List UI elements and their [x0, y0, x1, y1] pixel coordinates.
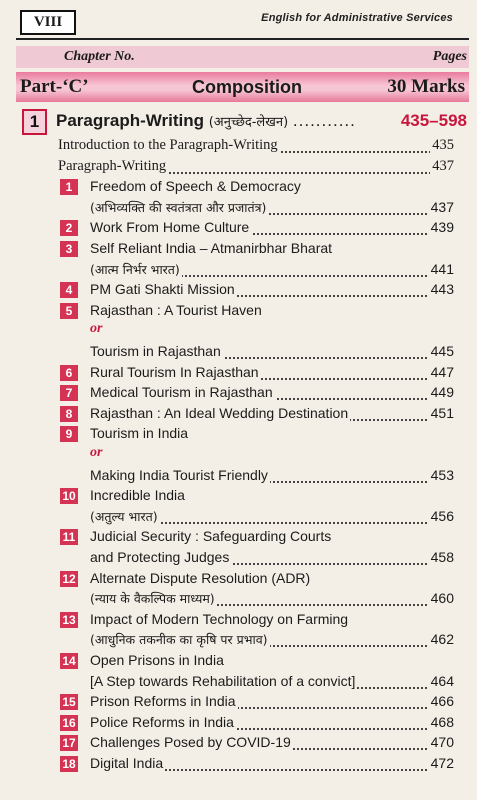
toc-entry [90, 548, 454, 568]
toc-entry-title: Tourism in India [90, 425, 189, 442]
toc-entry-title: (न्याय के वैकल्पिक माध्यम) [90, 591, 215, 607]
toc-entry-page: 439 [430, 219, 454, 236]
toc-entry-title: Prison Reforms in India [90, 693, 236, 710]
chapter-page-range: 435–598 [400, 111, 467, 130]
item-number-badge: 4 [60, 282, 78, 298]
toc-entry-page: 472 [430, 755, 454, 771]
toc-entry-title: Tourism in Rajasthan [90, 343, 221, 359]
toc-entry [90, 569, 454, 589]
item-number-badge: 3 [60, 241, 78, 257]
pages-column-label: Pages [432, 49, 467, 64]
toc-entry [90, 733, 454, 753]
toc-entry [58, 157, 454, 177]
toc-entry-page: 470 [430, 734, 454, 751]
chapter-column-label: Chapter No. [64, 49, 135, 64]
toc-entry-title: Impact of Modern Technology on Farming [90, 610, 349, 627]
toc-entry [90, 280, 454, 300]
toc-entry-page: 460 [430, 590, 454, 607]
toc-entry [90, 610, 454, 630]
toc-entry-title: Medical Tourism in Rajasthan [90, 384, 273, 401]
toc-entry-title: Challenges Posed by COVID-19 [90, 734, 291, 751]
header-rule [16, 38, 469, 40]
toc-entry [90, 672, 454, 692]
chapter-hindi-title: (अनुच्छेद-लेखन) [208, 115, 289, 130]
toc-entry-title: (अभिव्यक्ति की स्वतंत्रता और प्रजातंत्र) [90, 199, 267, 215]
or-separator: or [90, 321, 103, 337]
toc-entry-title: Introduction to the Paragraph-Writing [58, 137, 278, 153]
toc-entry [90, 527, 454, 547]
toc-entry-title: Rajasthan : A Tourist Haven [90, 301, 262, 318]
toc-entry [90, 198, 454, 218]
toc-entry [90, 507, 454, 527]
toc-entry [90, 630, 454, 650]
toc-entry [90, 239, 454, 259]
part-marks: 30 Marks [387, 76, 465, 97]
toc-entry-page: 435 [432, 137, 454, 153]
item-number-badge: 9 [60, 426, 78, 442]
toc-entry-title: Incredible India [90, 487, 185, 504]
item-number-badge: 1 [60, 179, 78, 195]
item-number-badge: 7 [60, 385, 78, 401]
toc-entry-title: PM Gati Shakti Mission [90, 281, 235, 298]
toc-entry-title: and Protecting Judges [90, 549, 230, 565]
page-numeral: VIII [20, 10, 76, 35]
item-number-badge: 2 [60, 220, 78, 236]
toc-entry-page: 449 [430, 384, 454, 401]
chapter-number-badge: 1 [22, 109, 47, 135]
toc-entry-page: 462 [430, 631, 454, 648]
item-number-badge: 8 [60, 406, 78, 422]
toc-entry-title: Judicial Security : Safeguarding Courts [90, 528, 332, 545]
toc-entry-title: Police Reforms in India [90, 713, 234, 730]
toc-entry-page: 464 [430, 672, 454, 689]
toc-entry-page: 447 [430, 363, 454, 380]
toc-entry-page: 451 [430, 404, 454, 421]
or-separator: or [90, 445, 103, 460]
chapter-title: Paragraph-Writing [56, 111, 204, 130]
toc-entry [90, 754, 454, 774]
item-number-badge: 16 [60, 715, 78, 731]
toc-entry [90, 651, 454, 671]
column-header [16, 46, 469, 68]
toc-entry [90, 383, 454, 403]
item-number-badge: 15 [60, 694, 78, 710]
toc-entry-title: Rural Tourism In Rajasthan [90, 363, 259, 380]
toc-entry [90, 466, 454, 486]
toc-entry-page: 437 [430, 198, 454, 215]
toc-entry-title: [A Step towards Rehabilitation of a convict] [90, 672, 356, 689]
toc-entry-title: Rajasthan : An Ideal Wedding Destination [90, 404, 349, 421]
toc-entry [90, 692, 454, 712]
toc-entry [90, 589, 454, 609]
toc-entry [90, 363, 454, 383]
item-number-badge: 5 [60, 303, 78, 319]
toc-entry-title: (अतुल्य भारत) [90, 508, 158, 524]
item-number-badge: 10 [60, 488, 78, 504]
toc-entry-title: Work From Home Culture [90, 219, 250, 236]
toc-entry-page: 441 [430, 260, 454, 277]
toc-entry [90, 486, 454, 506]
toc-entry-title: Paragraph-Writing [58, 157, 167, 174]
part-label: Part-‘C’ [20, 76, 89, 97]
toc-entry-title: Alternate Dispute Resolution (ADR) [90, 569, 311, 586]
item-number-badge: 17 [60, 735, 78, 751]
toc-entry-title: (आधुनिक तकनीक का कृषि पर प्रभाव) [90, 632, 268, 648]
item-number-badge: 11 [60, 529, 78, 545]
toc-entry [90, 713, 454, 733]
item-number-badge: 18 [60, 756, 78, 772]
page-header [0, 0, 477, 36]
toc-entry-page: 445 [430, 343, 454, 359]
book-title: English for Administrative Services [261, 12, 453, 24]
toc-entry [90, 342, 454, 362]
toc-entry-title: (आत्म निर्भर भारत) [90, 261, 180, 277]
toc-entry-title: Freedom of Speech & Democracy [90, 178, 301, 195]
toc-entry [90, 404, 454, 424]
item-number-badge: 13 [60, 612, 78, 628]
toc-entry-page: 458 [430, 549, 454, 565]
toc-entry [90, 218, 454, 238]
part-title: Composition [192, 77, 302, 97]
toc-entry [90, 301, 454, 321]
part-banner [16, 72, 469, 102]
item-number-badge: 6 [60, 365, 78, 381]
toc-entry [90, 260, 454, 280]
item-number-badge: 12 [60, 571, 78, 587]
toc-entry-page: 443 [430, 281, 454, 298]
toc-entry-page: 437 [432, 157, 454, 174]
toc-entry-title: Digital India [90, 755, 164, 771]
chapter-heading: 1 Paragraph-Writing (अनुच्छेद-लेखन) ........... 435–598 [16, 107, 469, 135]
toc-entry-page: 456 [430, 507, 454, 524]
toc-entry-page: 466 [430, 693, 454, 710]
toc-entry [90, 177, 454, 197]
toc-entry-title: Self Reliant India – Atmanirbhar Bharat [90, 240, 333, 256]
item-number-badge: 14 [60, 653, 78, 669]
toc-entry-title: Open Prisons in India [90, 652, 224, 668]
toc-entry-page: 468 [430, 713, 454, 730]
toc-entry-title: Making India Tourist Friendly [90, 466, 268, 483]
toc-entry [90, 424, 454, 444]
toc-entry [58, 136, 454, 156]
toc-entry-page: 453 [430, 466, 454, 483]
